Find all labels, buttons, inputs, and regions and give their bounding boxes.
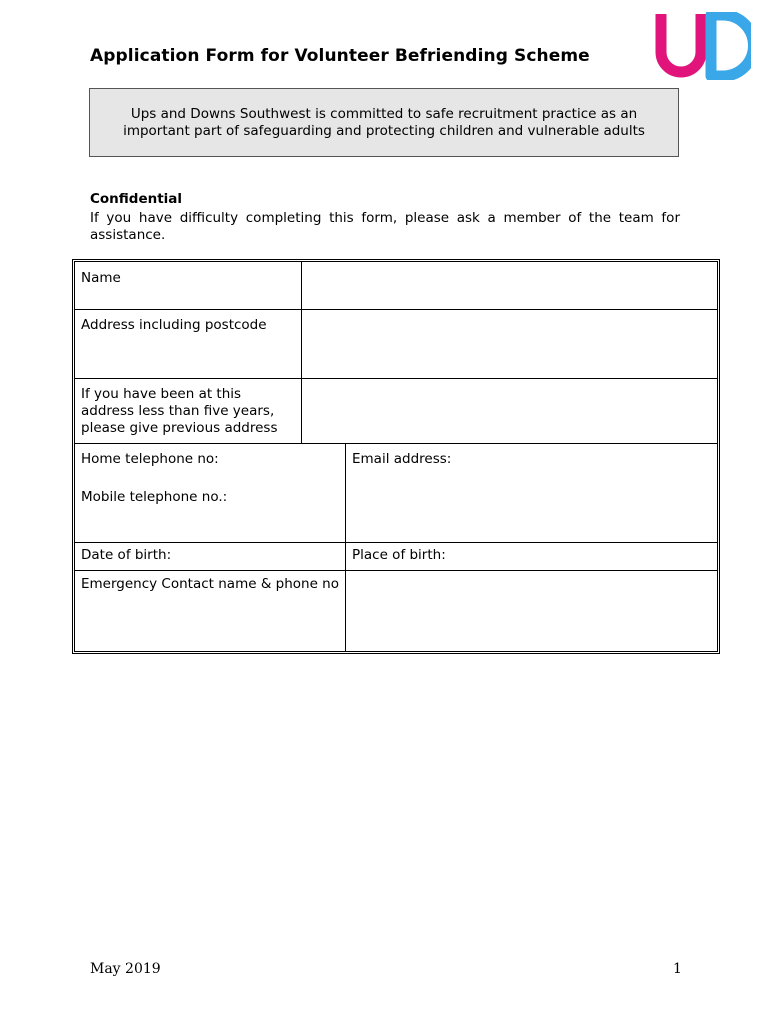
email-cell[interactable] [346,443,717,542]
notice-text: Ups and Downs Southwest is committed to safe recruitment practice as an important part of safeguarding and protecting children and vulnerable adults [123,105,645,139]
mobile-telephone-label: Mobile telephone no.: [81,489,228,505]
ups-and-downs-logo [655,12,751,80]
email-label: Email address: [352,451,452,467]
previous-address-label-cell [75,378,301,443]
home-telephone-label: Home telephone no: [81,451,219,467]
name-field[interactable] [302,262,717,309]
place-of-birth-label: Place of birth: [352,547,446,563]
emergency-contact-label: Emergency Contact name & phone no [81,576,339,592]
application-form-table [72,259,720,654]
emergency-contact-label-cell [75,570,345,651]
place-of-birth-cell[interactable] [346,542,717,570]
emergency-contact-field[interactable] [346,570,717,651]
confidential-text: If you have difficulty completing this form, please ask a member of the team for assistance. [90,210,680,243]
address-field[interactable] [302,309,717,378]
footer-date: May 2019 [90,961,161,977]
confidential-heading: Confidential [90,191,183,207]
name-label: Name [81,270,121,286]
date-of-birth-cell[interactable] [75,542,345,570]
address-label-cell [75,309,301,378]
telephone-cell[interactable] [75,443,345,542]
address-label: Address including postcode [81,317,267,333]
previous-address-field[interactable] [302,378,717,443]
safe-recruitment-notice [89,88,679,157]
page-title: Application Form for Volunteer Befriending Scheme [90,46,590,66]
page-number: 1 [673,961,682,977]
date-of-birth-label: Date of birth: [81,547,172,563]
previous-address-label: If you have been at this address less than five years, please give previous address [81,386,278,436]
name-label-cell [75,262,301,309]
